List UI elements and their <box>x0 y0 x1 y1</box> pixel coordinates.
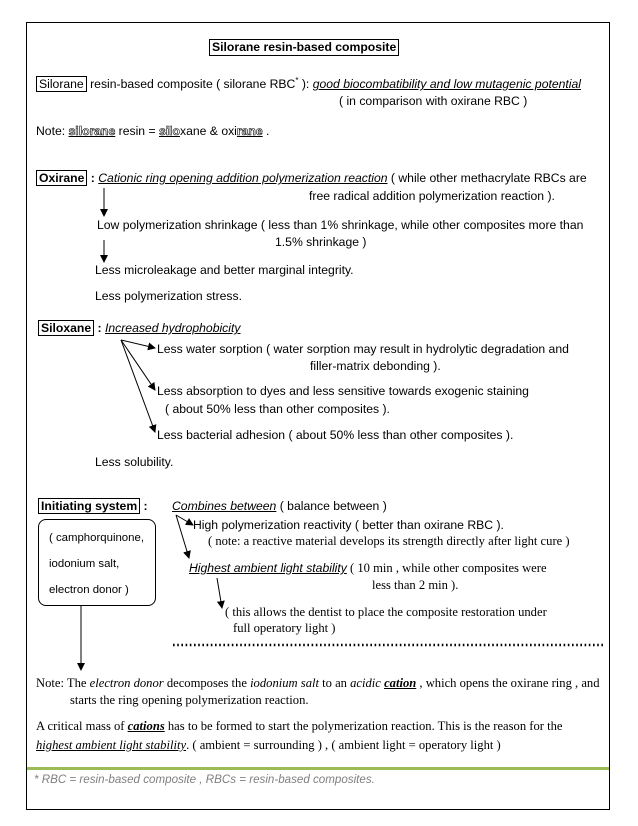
combines-between: Combines between ( balance between ) <box>172 499 387 513</box>
siloxane-item-solubility: Less solubility. <box>95 455 174 469</box>
component-electron-donor: electron donor ) <box>49 584 129 596</box>
page-title: Silorane resin-based composite <box>209 39 399 56</box>
initiating-term: Initiating system <box>38 498 140 514</box>
initiating-heading: Initiating system : <box>38 499 148 514</box>
oxirane-item-stress: Less polymerization stress. <box>95 289 242 303</box>
siloxane-item-water: Less water sorption ( water sorption may result in hydrolytic degradation and <box>157 342 569 356</box>
siloxane-item-water-cont: filler-matrix debonding ). <box>310 359 441 373</box>
oxirane-item-shrinkage-cont: 1.5% shrinkage ) <box>275 235 367 249</box>
siloxane-heading: Siloxane : Increased hydrophobicity <box>38 321 240 336</box>
note-critical-mass: A critical mass of cations has to be formed to start the polymerization reaction. This is the reason for the <box>36 719 563 733</box>
initiating-item-stability: Highest ambient light stability ( 10 min , while other composites were <box>189 561 547 575</box>
siloxane-term: Siloxane <box>38 320 94 336</box>
initiating-item-dentist: ( this allows the dentist to place the composite restoration under <box>225 605 547 619</box>
siloxane-item-bacteria: Less bacterial adhesion ( about 50% less than other composites ). <box>157 428 514 442</box>
footer-rule <box>27 767 609 770</box>
note-silorane-etymology: Note: silorane resin = siloxane & oxirane . <box>36 124 270 138</box>
initiating-item-stability-cont: less than 2 min ). <box>372 578 459 592</box>
note-critical-mass-cont: highest ambient light stability. ( ambient = surrounding ) , ( ambient light = operatory light ) <box>36 738 501 752</box>
component-camphorquinone: ( camphorquinone, <box>49 532 144 544</box>
oxirane-term: Oxirane <box>36 170 87 186</box>
oxirane-item-microleakage: Less microleakage and better marginal integrity. <box>95 263 354 277</box>
intro-highlight: good biocombatibility and low mutagenic potential <box>312 77 581 92</box>
oxirane-paren-cont: free radical addition polymerization reaction ). <box>309 189 555 203</box>
oxirane-item-shrinkage: Low polymerization shrinkage ( less than 1% shrinkage, while other composites more than <box>97 218 584 232</box>
siloxane-item-dyes: Less absorption to dyes and less sensitive towards exogenic staining <box>157 384 529 398</box>
intro-line: Silorane resin-based composite ( silorane RBC* ): good biocombatibility and low mutagenic potential <box>36 73 581 92</box>
intro-comparison: ( in comparison with oxirane RBC ) <box>339 94 528 108</box>
note-electron-donor: Note: The electron donor decomposes the iodonium salt to an acidic cation , which opens the oxirane ring , and <box>36 676 600 690</box>
initiating-item-dentist-cont: full operatory light ) <box>233 621 336 635</box>
initiating-item-reactivity: High polymerization reactivity ( better than oxirane RBC ). <box>193 518 504 532</box>
component-iodonium-salt: iodonium salt, <box>49 558 120 570</box>
note-electron-donor-cont: starts the ring opening polymerization reaction. <box>70 693 309 707</box>
silorane-term: Silorane <box>36 76 87 92</box>
siloxane-item-dyes-cont: ( about 50% less than other composites ). <box>165 402 390 416</box>
oxirane-heading: Oxirane : Cationic ring opening addition polymerization reaction ( while other methacrylate RBCs are <box>36 171 587 186</box>
footnote: * RBC = resin-based composite , RBCs = resin-based composites. <box>34 773 375 786</box>
initiating-item-reactivity-note: ( note: a reactive material develops its strength directly after light cure ) <box>208 534 570 548</box>
